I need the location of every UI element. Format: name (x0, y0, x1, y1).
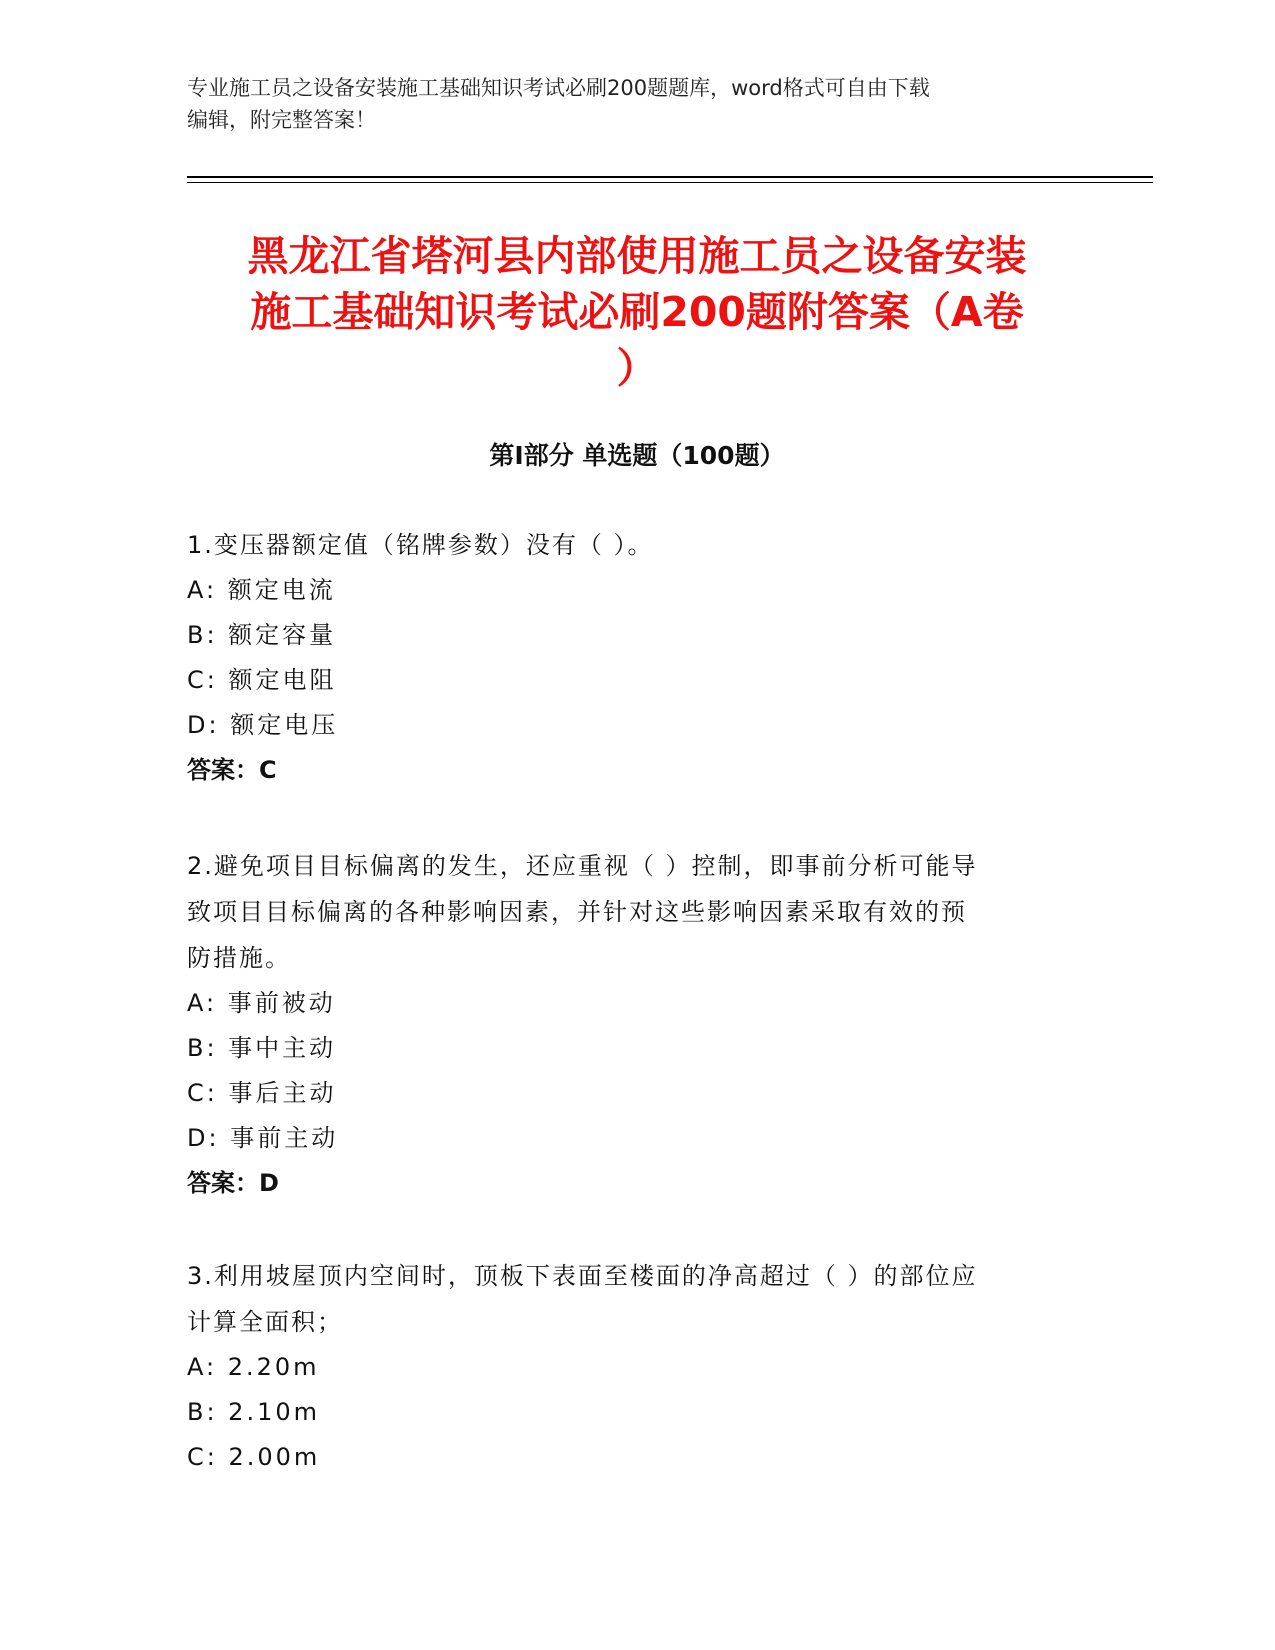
question-stem: 计算全面积； (187, 1308, 343, 1336)
option-c: C: 额定电阻 (187, 666, 337, 694)
question-1 (187, 522, 1067, 793)
option-b: B: 事中主动 (187, 1034, 337, 1062)
title-line: ） (616, 344, 658, 392)
section-heading: 第Ⅰ部分 单选题（100题） (489, 441, 785, 470)
option-d: D: 额定电压 (187, 711, 339, 739)
option-d: D: 事前主动 (187, 1124, 339, 1152)
question-3 (187, 1253, 1067, 1480)
question-stem: 致项目目标偏离的各种影响因素，并针对这些影响因素采取有效的预 (187, 898, 967, 926)
title-line: 黑龙江省塔河县内部使用施工员之设备安装 (247, 232, 1027, 280)
question-stem: 3.利用坡屋顶内空间时，顶板下表面至楼面的净高超过（ ）的部位应 (187, 1262, 978, 1290)
option-c: C: 2.00m (187, 1443, 321, 1471)
question-stem: 1.变压器额定值（铭牌参数）没有（ ）。 (187, 531, 654, 559)
header-rule-thin (187, 182, 1153, 183)
answer: 答案：C (187, 756, 277, 784)
option-b: B: 2.10m (187, 1398, 320, 1426)
title-line: 施工基础知识考试必刷200题附答案（A卷 (250, 288, 1024, 336)
question-2 (187, 843, 1067, 1206)
answer: 答案：D (187, 1169, 279, 1197)
option-a: A: 额定电流 (187, 576, 336, 604)
header-note (187, 72, 1087, 136)
header-note-line: 专业施工员之设备安装施工基础知识考试必刷200题题库，word格式可自由下载 (187, 76, 930, 100)
header-note-line: 编辑，附完整答案！ (187, 108, 376, 132)
question-stem: 2.避免项目目标偏离的发生，还应重视（ ）控制，即事前分析可能导 (187, 852, 978, 880)
question-stem: 防措施。 (187, 944, 291, 972)
document-title (187, 228, 1087, 396)
option-a: A: 2.20m (187, 1353, 320, 1381)
option-b: B: 额定容量 (187, 621, 337, 649)
header-rule-thick (187, 176, 1153, 178)
option-c: C: 事后主动 (187, 1079, 337, 1107)
option-a: A: 事前被动 (187, 989, 336, 1017)
